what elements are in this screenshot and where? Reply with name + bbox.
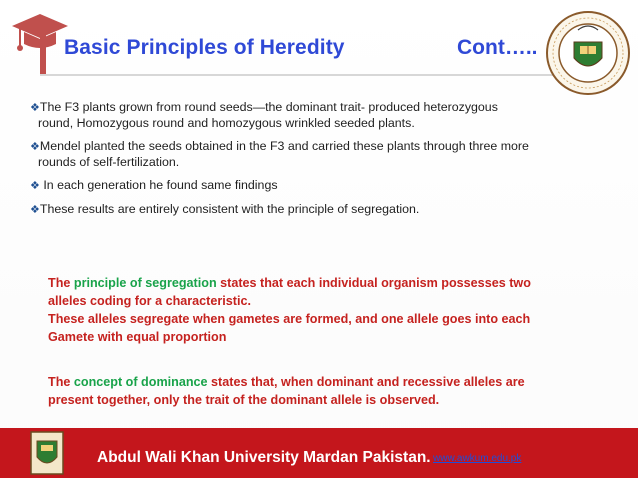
title-continued: Cont….. xyxy=(457,36,538,59)
diamond-bullet-icon: ❖ xyxy=(30,204,40,216)
title-accent-bar xyxy=(40,32,46,75)
footer-website-link[interactable]: www.awkum.edu.pk xyxy=(433,453,522,464)
bullet-item xyxy=(30,100,620,131)
definition-text: states that, when dominant and recessive alleles are xyxy=(207,375,525,389)
definition-text: present together, only the trait of the dominant allele is observed. xyxy=(48,393,440,407)
diamond-bullet-icon: ❖ xyxy=(30,102,40,114)
title-underline xyxy=(40,74,560,76)
definition-text: These alleles segregate when gametes are formed, and one allele goes into each xyxy=(48,312,531,326)
bullet-item xyxy=(30,202,620,218)
bullet-text: The F3 plants grown from round seeds—the dominant trait- produced heterozygous xyxy=(39,100,498,114)
segregation-definition xyxy=(48,274,608,346)
bullet-text: In each generation he found same findings xyxy=(39,178,278,192)
bullet-text: rounds of self-fertilization. xyxy=(38,155,180,169)
footer-university-name: Abdul Wali Khan University Mardan Pakistan. xyxy=(97,449,431,466)
bullet-text: Mendel planted the seeds obtained in the F3 and carried these plants through three more xyxy=(39,139,529,153)
bullet-text: These results are entirely consistent with the principle of segregation. xyxy=(39,202,420,216)
dominance-definition xyxy=(48,373,608,409)
dominance-term: concept of dominance xyxy=(73,375,208,389)
bullet-list xyxy=(30,100,620,226)
definition-text: states that each individual organism possesses two xyxy=(216,276,531,290)
definition-text: alleles coding for a characteristic. xyxy=(48,294,251,308)
university-seal-logo xyxy=(545,10,631,96)
definition-prefix: The xyxy=(48,375,74,389)
diamond-bullet-icon: ❖ xyxy=(30,141,40,153)
bullet-text: round, Homozygous round and homozygous wrinkled seeded plants. xyxy=(38,116,415,130)
definition-prefix: The xyxy=(48,276,74,290)
bullet-item xyxy=(30,139,620,170)
definition-text: Gamete with equal proportion xyxy=(48,330,227,344)
segregation-term: principle of segregation xyxy=(73,276,217,290)
diamond-bullet-icon: ❖ xyxy=(30,180,40,192)
bullet-item xyxy=(30,178,620,194)
page-title: Basic Principles of Heredity xyxy=(64,36,345,59)
university-crest-logo xyxy=(30,431,64,475)
